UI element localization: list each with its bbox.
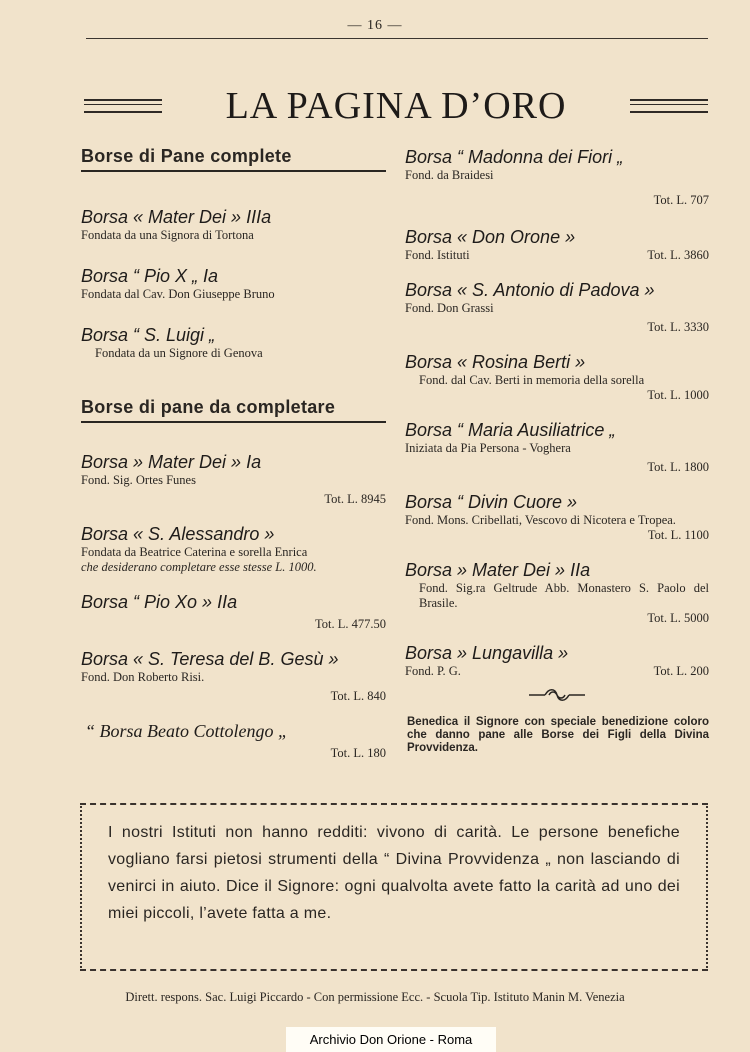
borsa-name: Borsa “ S. Luigi „ xyxy=(81,325,216,345)
borsa-desc: Fond. Don Grassi xyxy=(405,301,494,315)
title-ornament-left xyxy=(84,99,162,113)
borsa-name: Borsa « S. Alessandro » xyxy=(81,524,275,544)
borsa-entry xyxy=(405,419,709,475)
borsa-name: Borsa « Mater Dei » IIIa xyxy=(81,207,272,227)
borsa-desc: Fondata dal Cav. Don Giuseppe Bruno xyxy=(81,287,275,301)
borsa-total: Tot. L. 707 xyxy=(653,193,709,207)
borsa-name: Borsa » Mater Dei » IIa xyxy=(405,560,591,580)
borsa-entry xyxy=(81,648,386,704)
borsa-entry xyxy=(405,642,709,679)
borsa-total: Tot. L. 3860 xyxy=(647,248,709,262)
borsa-desc: Fond. Don Roberto Risi. xyxy=(81,670,205,684)
borsa-desc: Fond. dal Cav. Berti in memoria della sorella xyxy=(419,373,645,387)
footer-imprint: Dirett. respons. Sac. Luigi Piccardo - Con permissione Ecc. - Scuola Tip. Istituto Manin M. Venezia xyxy=(125,990,625,1004)
borsa-desc: Fond. Sig.ra Geltrude Abb. Monastero S. Paolo del Brasile. xyxy=(419,581,709,610)
appeal-text: I nostri Istituti non hanno redditi: vivono di carità. Le persone benefiche vogliano farsi pietosi strumenti della “ Divina Provvidenza „ non lasciando di venirci in aiuto. Dice il Signore: ogni qualvolta avete fatto la carità ad uno dei miei piccoli, l’avete fatta a me. xyxy=(108,824,680,922)
borsa-entry xyxy=(81,720,386,761)
borsa-name: Borsa “ Pio Xo » IIa xyxy=(81,592,238,612)
borsa-total: Tot. L. 180 xyxy=(330,746,386,760)
borsa-total: Tot. L. 5000 xyxy=(647,611,709,625)
borsa-total: Tot. L. 3330 xyxy=(647,320,709,334)
borsa-name: Borsa » Mater Dei » Ia xyxy=(81,452,262,472)
title-bar xyxy=(84,84,708,128)
borsa-entry xyxy=(81,265,386,302)
borsa-desc: Fondata da Beatrice Caterina e sorella Enrica xyxy=(81,545,308,559)
borsa-total: Tot. L. 840 xyxy=(330,689,386,703)
borsa-total: Tot. L. 8945 xyxy=(324,492,386,506)
section-complete-heading: Borse di Pane complete xyxy=(81,146,386,172)
borsa-total: Tot. L. 1000 xyxy=(647,388,709,402)
right-column xyxy=(405,146,709,755)
page-title: LA PAGINA D’ORO xyxy=(225,85,567,127)
top-rule xyxy=(86,38,708,39)
left-column xyxy=(81,146,386,783)
borsa-total: Tot. L. 1100 xyxy=(647,528,709,542)
borsa-entry xyxy=(405,491,709,543)
borsa-desc: Fond. Mons. Cribellati, Vescovo di Nicotera e Tropea. xyxy=(405,513,676,527)
borsa-entry xyxy=(81,591,386,632)
borsa-desc: Fondata da una Signora di Tortona xyxy=(81,228,254,242)
borsa-name: Borsa « Don Orone » xyxy=(405,227,576,247)
borsa-desc-note: che desiderano completare esse stesse L. 1000. xyxy=(81,560,317,574)
borsa-entry xyxy=(405,351,709,403)
borsa-desc: Fond. Sig. Ortes Funes xyxy=(81,473,196,487)
borsa-name: “ Borsa Beato Cottolengo „ xyxy=(85,721,289,741)
flourish-ornament xyxy=(405,687,709,708)
borsa-desc: Iniziata da Pia Persona - Voghera xyxy=(405,441,571,455)
borsa-entry xyxy=(405,279,709,335)
benediction-text: Benedica il Signore con speciale benedizione coloro che danno pane alle Borse dei Figli della Divina Provvidenza. xyxy=(407,716,709,754)
borsa-desc: Fond. da Braidesi xyxy=(405,168,494,182)
archive-label: Archivio Don Orione - Roma xyxy=(286,1027,496,1052)
borsa-entry xyxy=(81,324,386,361)
borsa-entry xyxy=(405,146,709,208)
borsa-name: Borsa « S. Teresa del B. Gesù » xyxy=(81,649,339,669)
borsa-entry xyxy=(405,226,709,263)
borsa-desc-row xyxy=(405,248,709,263)
borsa-name: Borsa « Rosina Berti » xyxy=(405,352,586,372)
borsa-desc-row xyxy=(405,664,709,679)
borsa-total: Tot. L. 1800 xyxy=(647,460,709,474)
borsa-desc: Fondata da un Signore di Genova xyxy=(95,346,263,360)
borsa-name: Borsa « S. Antonio di Padova » xyxy=(405,280,655,300)
appeal-box xyxy=(80,803,708,971)
borsa-desc: Fond. Istituti xyxy=(405,248,470,262)
title-ornament-right xyxy=(630,99,708,113)
borsa-name: Borsa “ Divin Cuore » xyxy=(405,492,578,512)
borsa-name: Borsa “ Madonna dei Fiori „ xyxy=(405,147,624,167)
page-number: — 16 — xyxy=(347,18,403,33)
borsa-entry xyxy=(405,559,709,626)
flourish-icon xyxy=(527,687,587,703)
borsa-name: Borsa “ Pio X „ Ia xyxy=(81,266,219,286)
borsa-desc: Fond. P. G. xyxy=(405,664,461,678)
borsa-total: Tot. L. 200 xyxy=(653,664,709,678)
borsa-entry xyxy=(81,206,386,243)
borsa-total: Tot. L. 477.50 xyxy=(315,617,386,631)
borsa-entry xyxy=(81,451,386,507)
section-pending-heading: Borse di pane da completare xyxy=(81,397,386,423)
borsa-name: Borsa » Lungavilla » xyxy=(405,643,569,663)
borsa-entry xyxy=(81,523,386,575)
borsa-name: Borsa “ Maria Ausiliatrice „ xyxy=(405,420,616,440)
